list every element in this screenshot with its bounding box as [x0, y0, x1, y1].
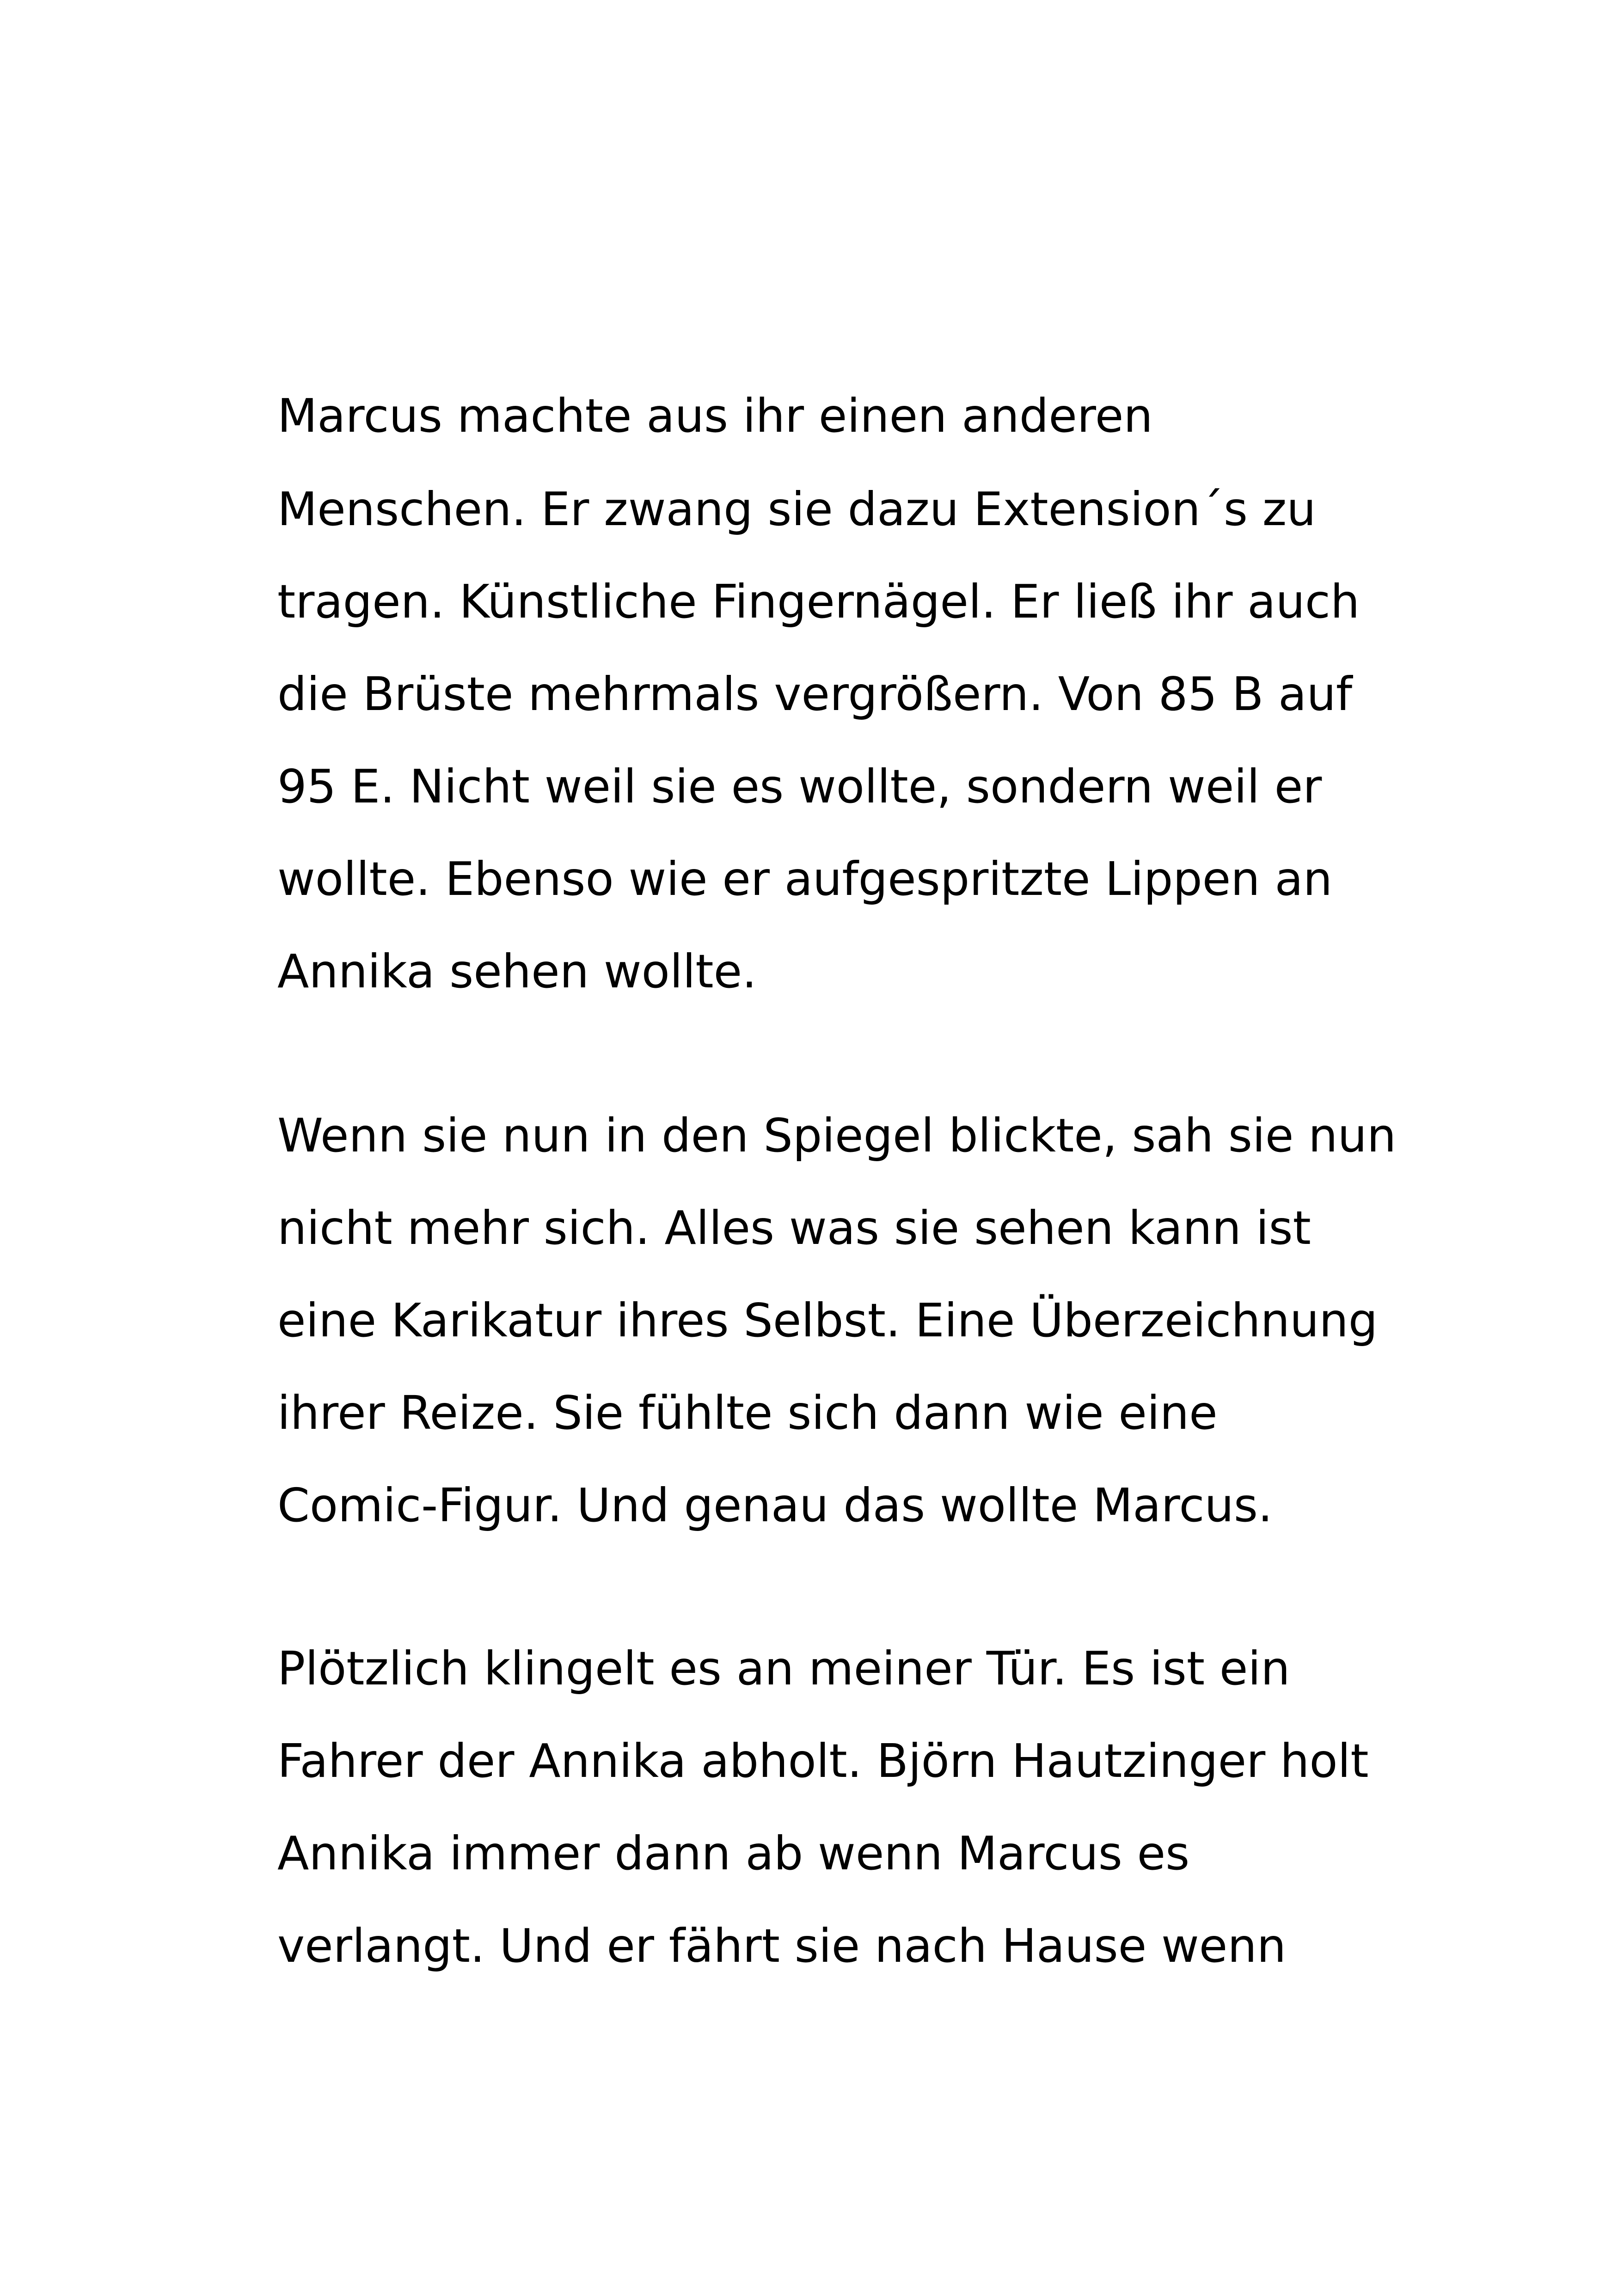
text-line: Comic-Figur. Und genau das wollte Marcus. [277, 1478, 1273, 1532]
text-line: Menschen. Er zwang sie dazu Extension´s zu [277, 482, 1316, 536]
text-line: Marcus machte aus ihr einen anderen [277, 389, 1153, 443]
text-line: Annika immer dann ab wenn Marcus es [277, 1826, 1190, 1880]
text-line: 95 E. Nicht weil sie es wollte, sondern weil er [277, 759, 1322, 814]
text-line: nicht mehr sich. Alles was sie sehen kann ist [277, 1201, 1311, 1255]
text-line: Fahrer der Annika abholt. Björn Hautzinger holt [277, 1734, 1369, 1788]
text-line: Annika sehen wollte. [277, 944, 757, 998]
text-line: Wenn sie nun in den Spiegel blickte, sah sie nun [277, 1108, 1397, 1163]
text-line: eine Karikatur ihres Selbst. Eine Überzeichnung [277, 1293, 1378, 1347]
text-line: ihrer Reize. Sie fühlte sich dann wie eine [277, 1386, 1218, 1440]
text-line: tragen. Künstliche Fingernägel. Er ließ ihr auch [277, 575, 1360, 629]
text-line: Plötzlich klingelt es an meiner Tür. Es ist ein [277, 1641, 1290, 1696]
text-line: die Brüste mehrmals vergrößern. Von 85 B auf [277, 667, 1353, 721]
text-line: verlangt. Und er fährt sie nach Hause wenn [277, 1919, 1287, 1973]
text-line: wollte. Ebenso wie er aufgespritzte Lippen an [277, 852, 1333, 906]
